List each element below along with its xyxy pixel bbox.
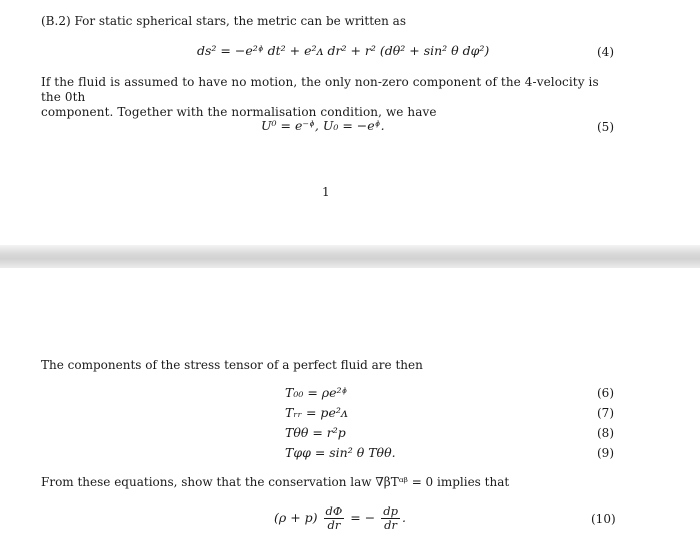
equation-number-6: (6) [597, 386, 614, 400]
velocity-equation: U⁰ = e⁻ᶲ, U₀ = −eᶲ. [261, 118, 385, 133]
stress-equation-7: Tᵣᵣ = pe²ᴧ [285, 405, 348, 420]
equation-number-4: (4) [597, 45, 614, 59]
equation-number-8: (8) [597, 426, 614, 440]
paragraph-line: If the fluid is assumed to have no motion, the only non-zero component of the 4-velocity is the 0th [41, 75, 599, 104]
stress-equation-8: Tθθ = r²p [285, 425, 346, 440]
fraction-dphi-dr [324, 505, 345, 532]
document-page-2 [0, 268, 700, 543]
final-lhs: (ρ + p) [274, 510, 318, 525]
conservation-text: From these equations, show that the conservation law ∇βTᵅᵝ = 0 implies that [41, 475, 510, 489]
fraction-denominator: dr [384, 518, 397, 532]
document-page-1 [0, 0, 700, 245]
metric-equation: ds² = −e²ᶲ dt² + e²ᴧ dr² + r² (dθ² + sin² θ dφ²) [197, 43, 490, 58]
fraction-numerator: dΦ [325, 504, 343, 518]
paragraph-velocity [41, 75, 621, 120]
equation-number-9: (9) [597, 446, 614, 460]
fraction-dp-dr [381, 505, 400, 532]
equation-number-7: (7) [597, 406, 614, 420]
equation-number-5: (5) [597, 120, 614, 134]
stress-equation-9: Tφφ = sin² θ Tθθ. [285, 445, 396, 460]
fraction-numerator: dp [383, 504, 398, 518]
fraction-denominator: dr [327, 518, 341, 532]
final-period: . [401, 510, 406, 525]
stress-intro: The components of the stress tensor of a perfect fluid are then [41, 358, 423, 372]
equation-number-10: (10) [591, 512, 616, 526]
final-equals-minus: = − [350, 510, 376, 525]
paragraph-line: component. Together with the normalisation condition, we have [41, 105, 437, 119]
stress-equation-6: T₀₀ = ρe²ᶲ [285, 385, 348, 400]
page-number: 1 [322, 185, 330, 199]
final-equation [274, 504, 406, 532]
problem-intro: (B.2) For static spherical stars, the metric can be written as [41, 14, 406, 28]
page-divider [0, 245, 700, 268]
